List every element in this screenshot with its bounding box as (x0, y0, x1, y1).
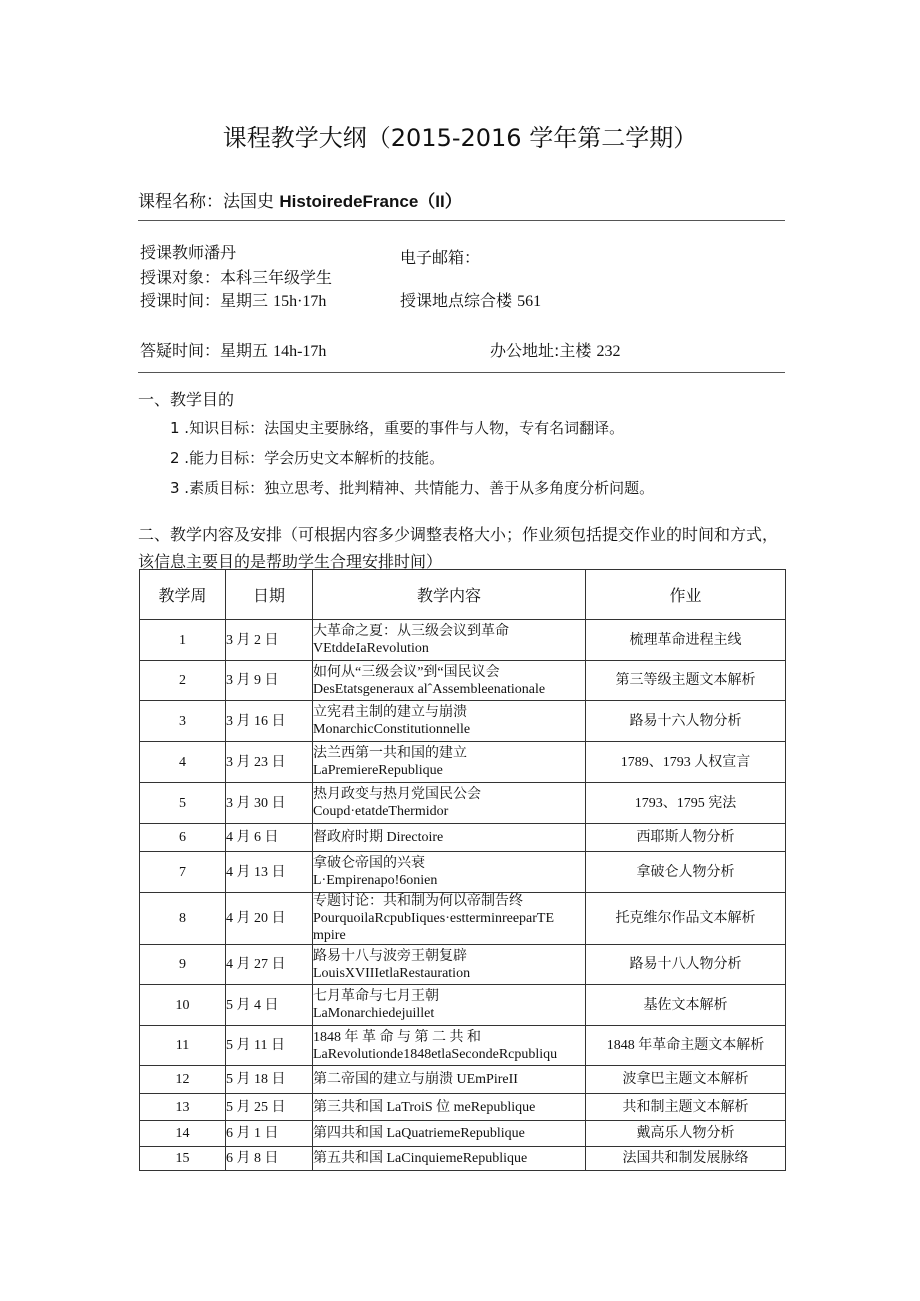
homework-cell: 法国共和制发展脉络 (586, 1147, 786, 1171)
header-content: 教学内容 (313, 570, 586, 620)
date-cell: 5 月 18 日 (226, 1066, 313, 1094)
table-row (140, 824, 786, 852)
content-line: 大革命之夏：从三级会议到革命 (313, 624, 509, 639)
teacher: 授课教师潘丹 (140, 243, 237, 262)
content-cell (313, 893, 586, 945)
content-cell (313, 945, 586, 985)
office-address (490, 338, 620, 361)
content-line: 第四共和国 LaQuatriemeRepublique (313, 1126, 525, 1141)
content-line: 法兰西第一共和国的建立 (313, 746, 467, 761)
homework-cell: 戴高乐人物分析 (586, 1121, 786, 1147)
week-cell: 4 (140, 742, 226, 783)
content-line: 热月政变与热月党国民公会 (313, 787, 481, 802)
table-row (140, 1026, 786, 1066)
week-cell: 9 (140, 945, 226, 985)
homework-cell: 波拿巴主题文本解析 (586, 1066, 786, 1094)
table-row (140, 1094, 786, 1121)
date-cell: 5 月 25 日 (226, 1094, 313, 1121)
objective-item: 1 .知识目标：法国史主要脉络，重要的事件与人物，专有名词翻译。 (170, 419, 625, 437)
class-time (140, 288, 326, 311)
date-cell: 4 月 20 日 (226, 893, 313, 945)
homework-cell: 1789、1793 人权宣言 (586, 742, 786, 783)
class-location-value: 561 (517, 293, 542, 310)
content-line: VEtddeIaRevolution (313, 641, 429, 656)
week-cell: 8 (140, 893, 226, 945)
date-cell: 3 月 30 日 (226, 783, 313, 824)
table-row (140, 620, 786, 661)
date-cell: 4 月 27 日 (226, 945, 313, 985)
date-cell: 6 月 8 日 (226, 1147, 313, 1171)
table-row (140, 945, 786, 985)
table-header-row (140, 570, 786, 620)
week-cell: 10 (140, 985, 226, 1026)
content-line: LouisXVIIIetlaRestauration (313, 965, 471, 981)
class-time-value: 15h·17h (273, 293, 327, 310)
office-hours (140, 338, 326, 361)
content-cell (313, 701, 586, 742)
schedule-table (139, 569, 786, 1171)
week-cell: 12 (140, 1066, 226, 1094)
homework-cell: 第三等级主题文本解析 (586, 661, 786, 701)
content-line: 第三共和国 LaTroiS 位 meRepublique (313, 1099, 536, 1115)
content-line: 督政府时期 Directoire (313, 830, 444, 845)
divider (138, 372, 785, 373)
table-row (140, 893, 786, 945)
table-row (140, 701, 786, 742)
homework-cell: 托克维尔作品文本解析 (586, 893, 786, 945)
office-hours-label: 答疑时间：星期五 (140, 341, 274, 360)
office-address-value: 232 (596, 343, 621, 360)
section-2-heading: 二、教学内容及安排（可根据内容多少调整表格大小；作业须包括提交作业的时间和方式，该信息主要目的是帮助学生合理安排时间） (138, 525, 779, 571)
class-location-label: 授课地点综合楼 (400, 291, 518, 310)
date-cell: 5 月 11 日 (226, 1026, 313, 1066)
table-row (140, 661, 786, 701)
content-cell (313, 1094, 586, 1121)
week-cell: 5 (140, 783, 226, 824)
homework-cell: 路易十八人物分析 (586, 945, 786, 985)
week-cell: 14 (140, 1121, 226, 1147)
content-line: PourquoilaRcpubIiques·estterminreeparTE (313, 911, 555, 926)
homework-cell: 共和制主题文本解析 (586, 1094, 786, 1121)
content-line: 1848 年 革 命 与 第 二 共 和 (313, 1029, 481, 1045)
date-cell: 3 月 23 日 (226, 742, 313, 783)
week-cell: 6 (140, 824, 226, 852)
content-line: 立宪君主制的建立与崩溃 (313, 705, 467, 720)
content-line: DesEtatsgeneraux alˆAssembleenationale (313, 681, 546, 697)
email-label: 电子邮箱： (400, 248, 481, 267)
course-name (138, 187, 462, 212)
content-line: 拿破仑帝国的兴衰 (313, 856, 425, 871)
week-cell: 1 (140, 620, 226, 661)
homework-cell: 基佐文本解析 (586, 985, 786, 1026)
table-row (140, 985, 786, 1026)
content-cell (313, 742, 586, 783)
content-line: 第二帝国的建立与崩溃 UEmPireII (313, 1072, 518, 1087)
section-1-heading: 一、教学目的 (138, 390, 235, 409)
week-cell: 11 (140, 1026, 226, 1066)
class-time-label: 授课时间：星期三 (140, 291, 274, 310)
course-french-name: HistoiredeFrance（II） (279, 192, 462, 211)
content-cell (313, 985, 586, 1026)
table-row (140, 1066, 786, 1094)
content-line: mpire (313, 928, 346, 943)
content-line: Coupd·etatdeThermidor (313, 804, 449, 819)
class-location (400, 288, 541, 311)
audience: 授课对象：本科三年级学生 (140, 268, 333, 287)
homework-cell: 1848 年革命主题文本解析 (586, 1026, 786, 1066)
homework-cell: 西耶斯人物分析 (586, 824, 786, 852)
date-cell: 3 月 16 日 (226, 701, 313, 742)
date-cell: 3 月 9 日 (226, 661, 313, 701)
course-label: 课程名称：法国史 (138, 192, 280, 212)
content-cell (313, 824, 586, 852)
week-cell: 2 (140, 661, 226, 701)
content-line: L·Empirenapo!6onien (313, 873, 438, 888)
content-cell (313, 1026, 586, 1066)
header-date: 日期 (226, 570, 313, 620)
date-cell: 5 月 4 日 (226, 985, 313, 1026)
homework-cell: 梳理革命进程主线 (586, 620, 786, 661)
week-cell: 13 (140, 1094, 226, 1121)
content-cell (313, 1147, 586, 1171)
table-row (140, 742, 786, 783)
content-line: 第五共和国 LaCinquiemeRepublique (313, 1151, 528, 1166)
content-cell (313, 783, 586, 824)
content-line: 如何从“三级会议”到“国民议会 (313, 664, 500, 680)
week-cell: 3 (140, 701, 226, 742)
content-line: LaPremiereRepublique (313, 763, 443, 778)
content-line: 专题讨论：共和制为何以帝制告终 (313, 894, 523, 909)
table-row (140, 1147, 786, 1171)
homework-cell: 路易十六人物分析 (586, 701, 786, 742)
date-cell: 3 月 2 日 (226, 620, 313, 661)
homework-cell: 拿破仑人物分析 (586, 852, 786, 893)
objective-item: 3 .素质目标：独立思考、批判精神、共情能力、善于从多角度分析问题。 (170, 479, 655, 497)
page-title: 课程教学大纲（2015-2016 学年第二学期） (222, 124, 698, 152)
content-line: LaRevolutionde1848etlaSecondeRcpubliqu (313, 1046, 558, 1062)
homework-cell: 1793、1795 宪法 (586, 783, 786, 824)
date-cell: 4 月 6 日 (226, 824, 313, 852)
header-week: 教学周 (140, 570, 226, 620)
week-cell: 15 (140, 1147, 226, 1171)
office-address-label: 办公地址:主楼 (490, 341, 597, 360)
office-hours-value: 14h-17h (273, 343, 327, 360)
table-row (140, 852, 786, 893)
content-line: MonarchicConstitutionnelle (313, 722, 471, 737)
content-line: 路易十八与波旁王朝复辟 (313, 948, 467, 964)
header-homework: 作业 (586, 570, 786, 620)
objective-item: 2 .能力目标：学会历史文本解析的技能。 (170, 449, 445, 467)
content-line: 七月革命与七月王朝 (313, 989, 439, 1004)
content-cell (313, 1121, 586, 1147)
divider (138, 220, 785, 221)
date-cell: 4 月 13 日 (226, 852, 313, 893)
content-cell (313, 1066, 586, 1094)
date-cell: 6 月 1 日 (226, 1121, 313, 1147)
week-cell: 7 (140, 852, 226, 893)
content-cell (313, 852, 586, 893)
content-cell (313, 661, 586, 701)
content-line: LaMonarchiedejuillet (313, 1006, 435, 1021)
table-row (140, 1121, 786, 1147)
content-cell (313, 620, 586, 661)
table-row (140, 783, 786, 824)
